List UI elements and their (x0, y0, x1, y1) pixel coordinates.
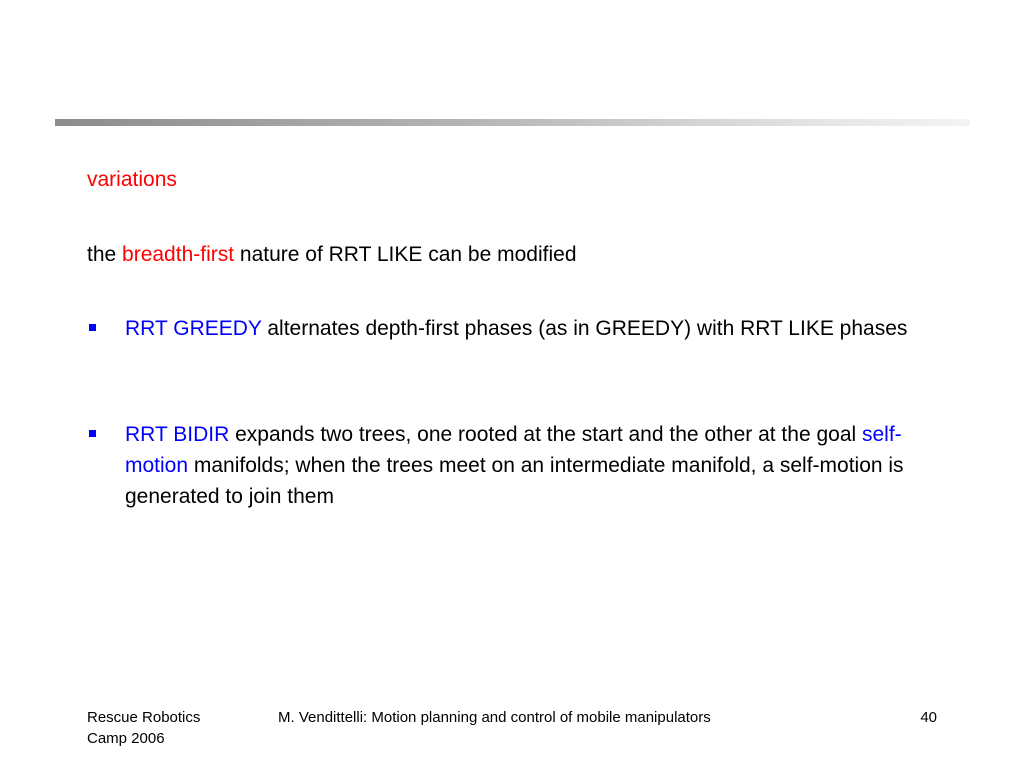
bullet-item-rrt-bidir (87, 419, 947, 512)
square-bullet-icon (89, 430, 96, 437)
footer-event-line1: Rescue Robotics (87, 709, 201, 726)
intro-line (87, 241, 577, 269)
bullet-body-continued: manifolds; when the trees meet on an intermediate manifold, a self-motion is generated to join them (125, 454, 904, 508)
section-heading: variations (87, 168, 177, 191)
bullet-body: alternates depth-first phases (as in GREEDY) with RRT LIKE phases (261, 317, 908, 340)
footer-event (87, 707, 247, 749)
bullet-body: expands two trees, one rooted at the start and the other at the goal (229, 423, 862, 446)
top-rule-divider (55, 119, 970, 126)
bullet-item-rrt-greedy (87, 313, 947, 344)
footer-event-line2: Camp 2006 (87, 730, 165, 747)
bullet-term: RRT GREEDY (125, 317, 262, 340)
bullet-term-secondary: self-motion (125, 423, 902, 477)
square-bullet-icon (89, 324, 96, 331)
bullet-text (125, 419, 947, 512)
intro-post: nature of RRT LIKE can be modified (234, 243, 577, 266)
bullet-term: RRT BIDIR (125, 423, 230, 446)
intro-highlight: breadth-first (122, 243, 235, 266)
page-number: 40 (920, 709, 937, 726)
intro-pre: the (87, 243, 123, 266)
bullet-text (125, 313, 947, 344)
footer-title: M. Vendittelli: Motion planning and control of mobile manipulators (278, 709, 711, 726)
